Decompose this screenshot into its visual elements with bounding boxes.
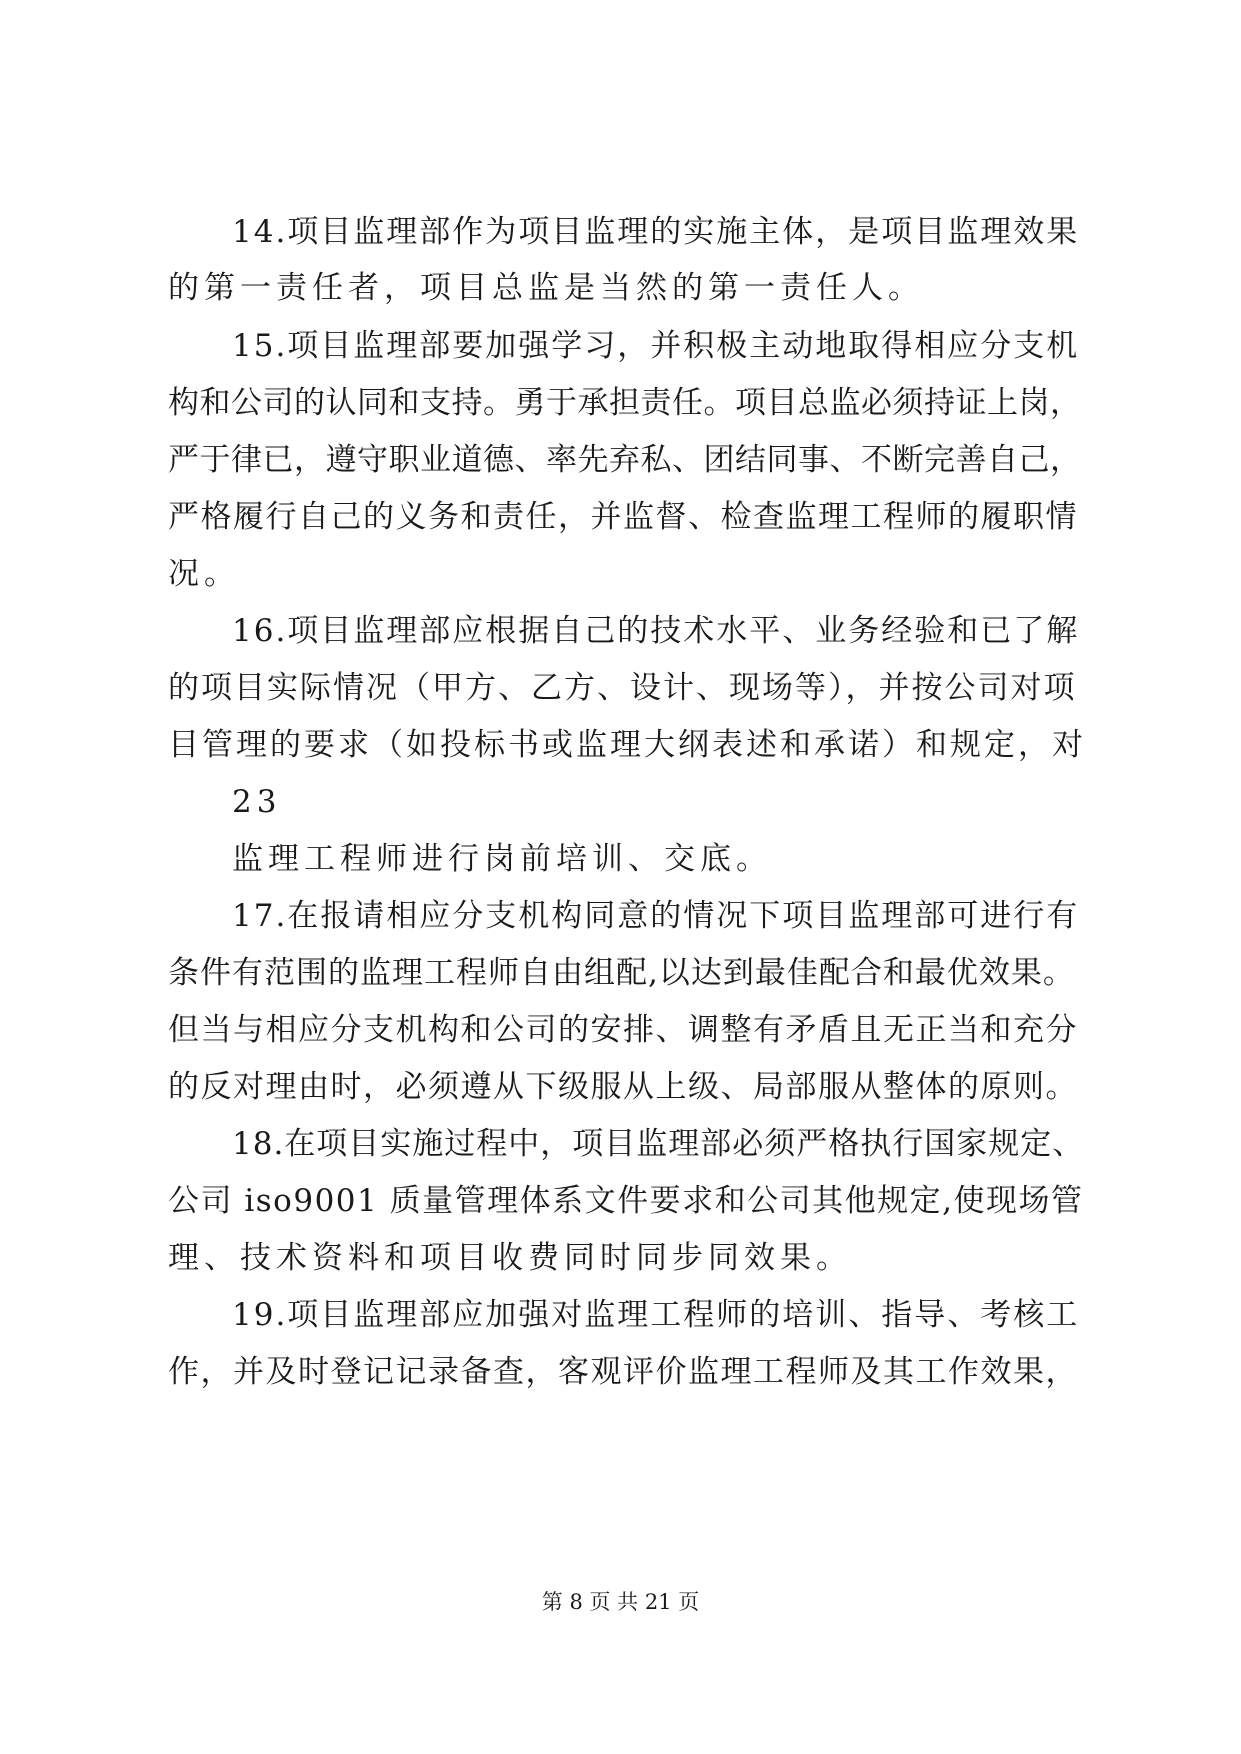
text-line: 17.在报请相应分支机构同意的情况下项目监理部可进行有 bbox=[232, 898, 1080, 934]
text-line: 监理工程师进行岗前培训、交底。 bbox=[232, 841, 772, 877]
text-line: 的反对理由时，必须遵从下级服从上级、局部服从整体的原则。 bbox=[168, 1069, 1078, 1105]
text-line: 构和公司的认同和支持。勇于承担责任。项目总监必须持证上岗， bbox=[168, 385, 1082, 421]
text-line: 况。 bbox=[168, 556, 240, 592]
text-line: 目管理的要求（如投标书或监理大纲表述和承诺）和规定，对 bbox=[168, 727, 1086, 763]
text-line: 的第一责任者，项目总监是当然的第一责任人。 bbox=[168, 270, 924, 306]
text-line: 但当与相应分支机构和公司的安排、调整有矛盾且无正当和充分 bbox=[168, 1012, 1078, 1048]
page-footer: 第 8 页 共 21 页 bbox=[541, 1590, 700, 1614]
text-line: 16.项目监理部应根据自己的技术水平、业务经验和已了解 bbox=[232, 613, 1080, 649]
text-line: 严格履行自己的义务和责任，并监督、检查监理工程师的履职情 bbox=[168, 499, 1078, 535]
text-line: 15.项目监理部要加强学习，并积极主动地取得相应分支机 bbox=[232, 328, 1080, 364]
text-line: 18.在项目实施过程中，项目监理部必须严格执行国家规定、 bbox=[232, 1126, 1085, 1162]
text-line: 的项目实际情况（甲方、乙方、设计、现场等），并按公司对项 bbox=[168, 670, 1077, 706]
text-line: 14.项目监理部作为项目监理的实施主体，是项目监理效果 bbox=[232, 214, 1080, 250]
text-line: 理、技术资料和项目收费同时同步同效果。 bbox=[168, 1240, 852, 1276]
text-line: 严于律已，遵守职业道德、率先弃私、团结同事、不断完善自己， bbox=[168, 442, 1082, 478]
text-line: 作，并及时登记记录备查，客观评价监理工程师及其工作效果， bbox=[168, 1354, 1078, 1390]
text-line: 条件有范围的监理工程师自由组配,以达到最佳配合和最优效果。 bbox=[168, 955, 1075, 991]
text-line: 公司 iso9001 质量管理体系文件要求和公司其他规定,使现场管 bbox=[168, 1183, 1084, 1219]
page-number-marker: 23 bbox=[232, 784, 282, 820]
text-line: 19.项目监理部应加强对监理工程师的培训、指导、考核工 bbox=[232, 1297, 1080, 1333]
